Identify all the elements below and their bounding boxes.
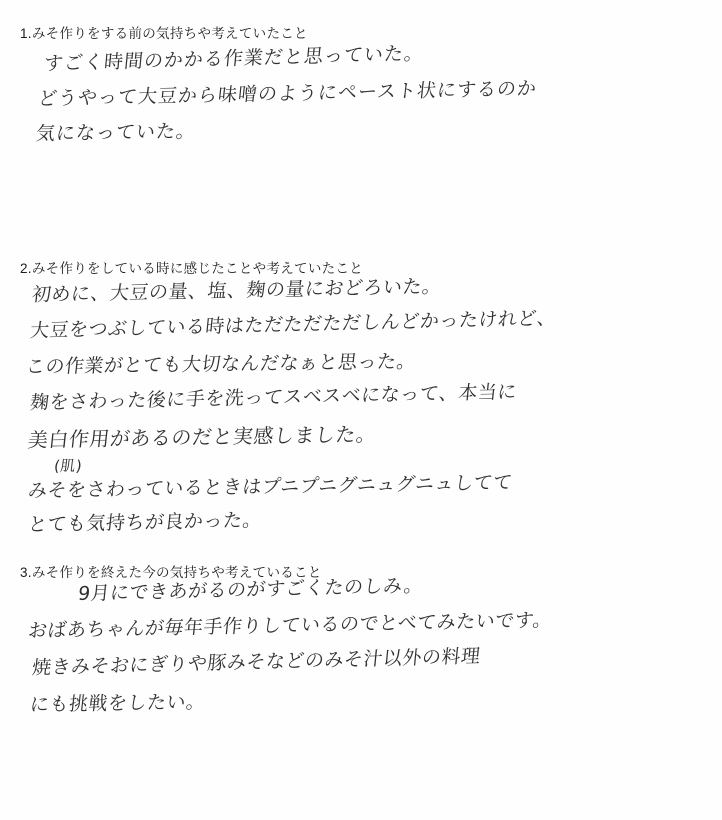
answer-line: 麹をさわった後に手を洗ってスベスベになって、本当に <box>28 380 518 415</box>
question-2-answer <box>24 275 558 537</box>
answer-line: にも挑戦をしたい。 <box>28 690 207 717</box>
question-1-answer <box>34 42 539 146</box>
answer-line: 気になっていた。 <box>34 120 198 146</box>
question-3-prompt: 3.みそ作りを終えた今の気持ちや考えていること <box>20 565 322 580</box>
answer-line: 大豆をつぶしている時はただただただしんどかったけれど、 <box>28 307 558 343</box>
answer-line: 焼きみそおにぎりや豚みそなどのみそ汁以外の料理 <box>30 645 482 680</box>
question-3-answer <box>26 574 554 717</box>
answer-line: 初めに、大豆の量、塩、麹の量におどろいた。 <box>30 275 443 307</box>
answer-line: 9月にできあがるのがすごくたのしみ。 <box>76 574 425 606</box>
answer-line: みそをさわっているときはプニプニグニュグニュしてて <box>26 471 514 503</box>
answer-line: おばあちゃんが毎年手作りしているのでとべてみたいです。 <box>26 608 554 643</box>
answer-line: 美白作用があるのだと実感しました。 <box>26 421 378 453</box>
question-2-prompt: 2.みそ作りをしている時に感じたことや考えていたこと <box>20 261 364 276</box>
question-1-prompt: 1.みそ作りをする前の気持ちや考えていたこと <box>20 26 308 41</box>
answer-line: すごく時間のかかる作業だと思っていた。 <box>43 42 425 76</box>
answer-line: この作業がとても大切なんだなぁと思った。 <box>24 350 418 379</box>
answer-annotation: (肌) <box>52 457 84 475</box>
answer-line: どうやって大豆から味噌のようにペースト状にするのか <box>36 77 539 111</box>
answer-line: とても気持ちが良かった。 <box>26 509 264 537</box>
